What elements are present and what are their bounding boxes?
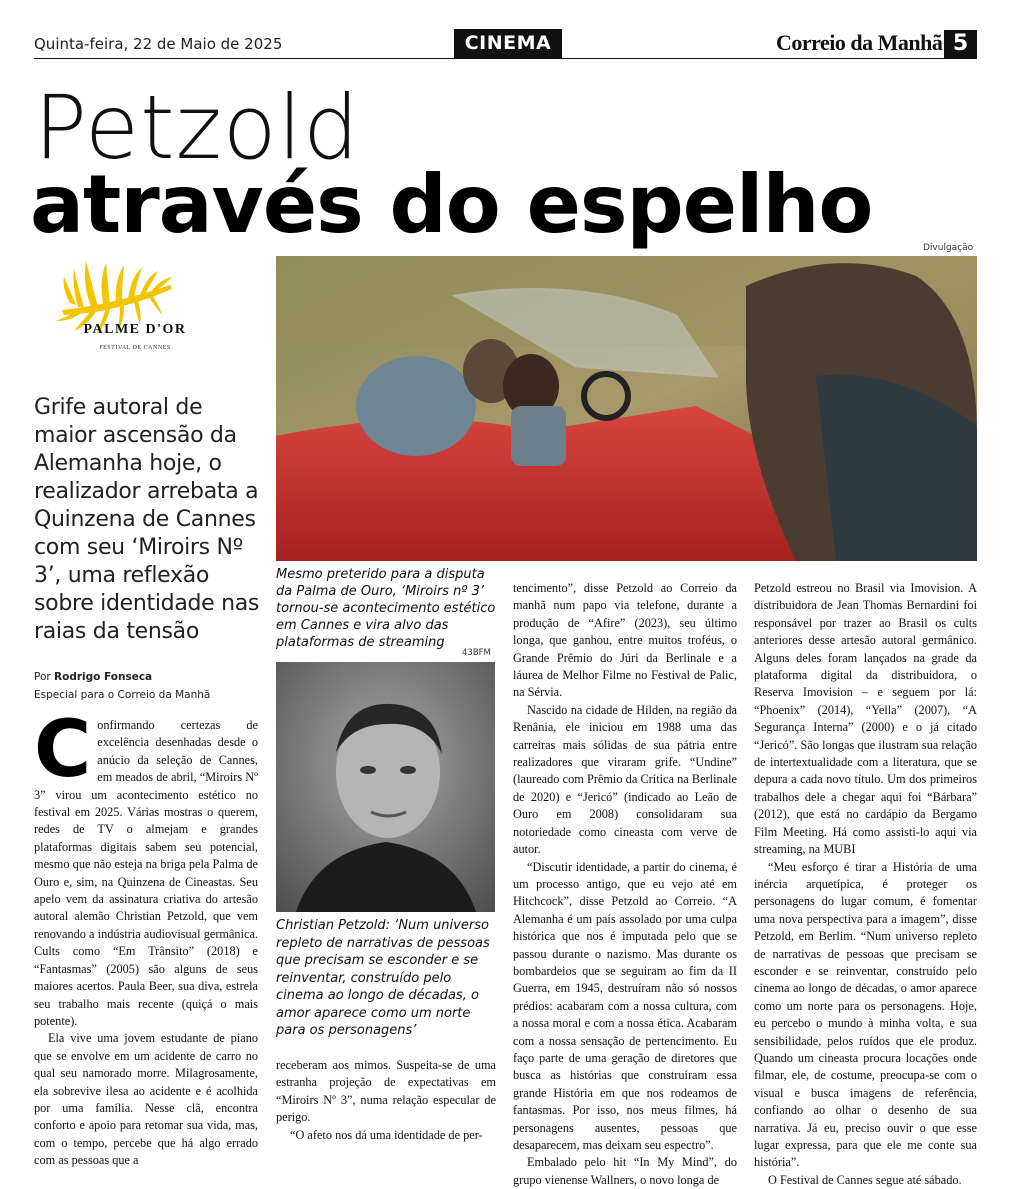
article-paragraph: Embalado pelo hit “In My Mind”, do grupo vienense Wallners, o novo longa de (513, 1155, 737, 1187)
logo-subtitle: FESTIVAL DE CANNES (99, 345, 171, 351)
byline (34, 668, 210, 704)
section-label: CINEMA (454, 29, 562, 58)
headline-line-2: através do espelho (30, 158, 873, 251)
article-paragraph: Petzold estreou no Brasil via Imovision. A distribuidora de Jean Thomas Bernardini foi responsável por trazer ao Brasil os cults anteriores desse artesão autoral germânico. Alguns deles foram lançados na grade da plataforma digital da distribuidora, o Reserva Imovision – e seguem por lá: “Phoenix” (2014), “Yella” (2007), “A Segurança Interna” (2000) e o já citado “Jericó”. São longas que ilustram sua relação de intertextualidade com a literatura, que se depura a cada novo título. Um dos primeiros trabalhos dele a chegar aqui foi “Bárbara” (2012), que está no cardápio da Bergamo Film Meeting. Há como assisti-lo aqui via streaming, na MUBI (754, 581, 977, 857)
article-paragraph: receberam aos mimos. Suspeita-se de uma estranha projeção de expectativas em “Miroirs Nº 3”, numa relação especular de perigo. (276, 1058, 496, 1125)
standfirst: Grife autoral de maior ascensão da Alemanha hoje, o realizador arrebata a Quinzena de Cannes com seu ‘Miroirs Nº 3’, uma reflexão sobre identidade nas raias da tensão (34, 395, 260, 644)
photo-credit-secondary: 43BFM (462, 648, 491, 658)
issue-date: Quinta-feira, 22 de Maio de 2025 (34, 35, 283, 53)
newspaper-brand: Correio da Manhã (776, 30, 943, 55)
article-column-2 (513, 580, 737, 1189)
article-paragraph: Nascido na cidade de Hilden, na região da Renânia, ele iniciou em 1988 uma das carreiras mais sólidas de sua pátria entre realizadores que viraram grife. “Undine” (laureado com Prêmio da Crítica na Berlinale de 2020) e “Jericó” (indicado ao Leão de Ouro em 2008) consolidaram sua notoriedade como cineasta com verve de autor. (513, 702, 737, 857)
film-still-photo (276, 256, 977, 561)
portrait-caption: Christian Petzold: ‘Num universo repleto de narrativas de pessoas que precisam se esconder e se reinventar, construído pelo cinema ao longo de décadas, o amor aparece como um norte para os personagens’ (276, 918, 490, 1038)
page-header (0, 0, 1010, 60)
article-column-3 (754, 580, 977, 1189)
byline-author: Rodrigo Fonseca (54, 671, 153, 683)
article-paragraph: Ela vive uma jovem estudante de piano que se envolve em um acidente de carro no qual seu namorado morre. Milagrosamente, ela sobrevive ilesa ao acidente e é acolhida por uma família. Nesse clã, encontra conforto e apoio para retomar sua vida, mas, com o tempo, percebe que há algo errado com as pessoas que a (34, 1031, 258, 1168)
article-paragraph: “Meu esforço é tirar a História de uma inércia arquetípica, é proteger os personagens do lugar comum, é fomentar uma nova perspectiva para a imagem”, disse Petzold, em Berlim. “Num universo repleto de narrativas de pessoas que precisam se esconder e se reinventar, construído pelo cinema ao longo de décadas, o amor aparece como um norte para os personagens. Hoje, eu percebo o mundo à minha volta, e sua sensibilidade, pelos ruídos que ele produz. Quando um cineasta procura locações onde filmar, ele, de costume, preocupa-se com o visual e busca imagens de referência, confiando ao olhar o desenho de sua narrativa. Já eu, preciso ouvir o que esse lugar expressa, para que ele me conte sua história”. (754, 859, 977, 1170)
palme-dor-logo-icon (52, 255, 192, 355)
article-paragraph: “O afeto nos dá uma identidade de per- (290, 1127, 483, 1142)
photo-caption: Mesmo preterido para a disputa da Palma de Ouro, ‘Miroirs nº 3’ tornou-se acontecimento estético em Cannes e vira alvo das plataformas de streaming (276, 567, 496, 650)
header-divider (34, 58, 977, 59)
headline-line-1: Petzold (34, 76, 360, 179)
article-column-1 (34, 705, 258, 1170)
article-paragraph: tencimento”, disse Petzold ao Correio da manhã num papo via telefone, durante a produção de “Afire” (2023), seu último longa, que ganhou, entre muitos troféus, o Grande Prêmio do Júri da Berlinale e a láurea de Melhor Filme no Festival de Palic, na Sérvia. (513, 581, 737, 700)
article-paragraph: O Festival de Cannes segue até sábado. (768, 1172, 962, 1187)
article-paragraph: Confirmando certezas de excelência desenhadas desde o anúcio da seleção de Cannes, em meados de abril, “Miroirs Nº 3” virou um acontecimento estético no festival em 2025. Várias mostras o querem, redes de TV o almejam e grandes plataformas digitais sabem seu potencial, mesmo que não esteja na briga pela Palma de Ouro e, sim, na Quinzena de Cineastas. Seu apelo vem da assinatura criativa do artesão autoral alemão Christian Petzold, que vem renovando a indústria audiovisual germânica. Cults como “Em Trânsito” (2018) e “Fantasmas” (2005) são alguns de seus maiores acertos. Paula Beer, sua diva, estrela seu trabalho mais recente (quiçá o mais potente). (34, 705, 258, 1028)
logo-title: PALME D'OR (83, 322, 187, 337)
page-number: 5 (944, 30, 977, 58)
article-paragraph: “Discutir identidade, a partir do cinema, é um processo antigo, que eu vejo até em Hitchcock”, disse Petzold ao Correio. “A Alemanha é um país assolado por uma culpa histórica que nos é imputada pelo que se passou durante o nazismo. Mas durante os bombardeios que se seguiram ao fim da II Guerra, em 1945, destruíram não só nossos prédios: acabaram com a nossa cultura, com a nossa moral e com a nossa ética. Acabaram com a nossa sensação de pertencimento. Eu faço parte de uma geração de diretores que busca as histórias que construíram essa grande História em que nos rodeamos de fantasmas. Por isso, nos meus filmes, há personagens ausentes, pessoas que desaparecem, mas deixam seu espectro”. (513, 859, 737, 1152)
article-column-1b (276, 1057, 496, 1144)
byline-prefix: Por (34, 671, 51, 683)
photo-credit: Divulgação (923, 243, 974, 253)
byline-role: Especial para o Correio da Manhã (34, 689, 211, 701)
director-portrait-photo (276, 662, 495, 912)
drop-cap: C (34, 705, 92, 795)
